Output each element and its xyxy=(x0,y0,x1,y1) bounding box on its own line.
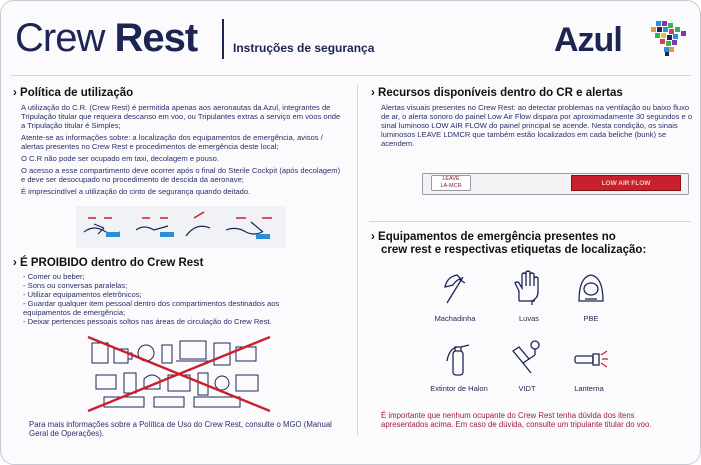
axe-icon xyxy=(435,269,475,309)
list-item: - Sons ou conversas paralelas; xyxy=(23,281,128,290)
equipment-label: Lanterna xyxy=(574,384,604,393)
prohibited-list xyxy=(23,272,323,326)
flashlight-icon xyxy=(569,339,609,379)
brazil-map-icon xyxy=(650,21,688,57)
title-crew: Crew xyxy=(15,16,105,60)
resources-heading: › Recursos disponíveis dentro do CR e alertas xyxy=(371,87,623,99)
azul-logo: Azul xyxy=(554,21,622,59)
vidt-icon xyxy=(507,337,547,377)
equipment-label: Machadinha xyxy=(434,314,476,323)
list-item: - Deixar pertences pessoais soltos nas áreas de circulação do Crew Rest. xyxy=(23,317,272,326)
policy-paragraph: O C.R não pode ser ocupado em taxi, decolagem e pouso. xyxy=(21,154,219,163)
equipment-label: VIDT xyxy=(518,384,536,393)
policy-text xyxy=(21,103,341,199)
right-separator xyxy=(369,221,691,222)
list-item: - Comer ou beber; xyxy=(23,272,85,281)
leave-label-line1: LEAVE xyxy=(442,176,460,182)
seatbelt-illustration xyxy=(76,206,286,248)
extinguisher-icon xyxy=(439,339,479,379)
policy-paragraph: Atente-se as informações sobre: a localização dos equipamentos de emergência, avisos / alertas presentes no Crew Rest e procedimentos de emergência deste local; xyxy=(21,133,323,151)
leave-label-line2: LA-MCR xyxy=(440,183,462,189)
equipment-label: PBE xyxy=(583,314,599,323)
policy-paragraph: É imprescindível a utilização do cinto de segurança quando deitado. xyxy=(21,187,251,196)
policy-paragraph: A utilização do C.R. (Crew Rest) é permitida apenas aos aeronautas da Azul, integrantes de Tripulação titular que requeira descanso em voo, ou Tripulantes extras a serviço em voos onde a Tripulação titular é Simples; xyxy=(21,103,341,130)
equipment-heading-line1: › Equipamentos de emergência presentes no xyxy=(371,231,616,243)
leave-ldmcr-sign xyxy=(431,175,471,191)
equipment-label: Extintor de Halon xyxy=(430,384,488,393)
list-item: - Guardar qualquer item pessoal dentro dos compartimentos destinados aos equipamentos de emergência; xyxy=(23,299,280,317)
title-rest: Rest xyxy=(114,16,198,60)
policy-heading: › Política de utilização xyxy=(13,87,134,99)
resources-text: Alertas visuais presentes no Crew Rest: ao detectar problemas na ventilação ou baixo fluxo de ar, o alerta sonoro do painel Low Air Flow dispara por aproximadamente 30 segundos e o sinal luminoso LOW AIR FLOW do painel principal se acende. Nesta condição, os sinais luminosos LEAVE LDMCR que também estão localizados em cada beliche (bunk) se acendem. xyxy=(381,103,693,148)
card-subtitle: Instruções de segurança xyxy=(233,41,375,55)
card-title xyxy=(15,15,197,61)
list-item: - Utilizar equipamentos eletrônicos; xyxy=(23,290,142,299)
policy-paragraph: O acesso a esse compartimento deve ocorrer após o final do Sterile Cockpit (após decolagem) e deve ser desocupado no procedimento de descida da aeronave; xyxy=(21,166,341,184)
gloves-icon xyxy=(509,267,549,307)
equipment-label: Luvas xyxy=(518,314,539,323)
warning-note: É importante que nenhum ocupante do Crew Rest tenha dúvida dos itens apresentados acima. Em caso de dúvida, consulte um tripulante titular do voo. xyxy=(381,411,652,429)
low-air-flow-sign: LOW AIR FLOW xyxy=(571,175,681,191)
prohibited-items-illustration xyxy=(84,335,274,413)
footer-note: Para mais informações sobre a Política de Uso do Crew Rest, consulte o MGO (Manual Geral de Operações). xyxy=(29,420,332,438)
header-divider xyxy=(222,19,224,59)
equipment-heading xyxy=(371,231,646,257)
hood-icon xyxy=(571,269,611,309)
column-separator xyxy=(357,85,358,435)
equipment-heading-line2: crew rest e respectivas etiquetas de localização: xyxy=(381,244,647,256)
prohibited-heading: › É PROIBIDO dentro do Crew Rest xyxy=(13,257,204,269)
header-separator xyxy=(11,75,691,76)
